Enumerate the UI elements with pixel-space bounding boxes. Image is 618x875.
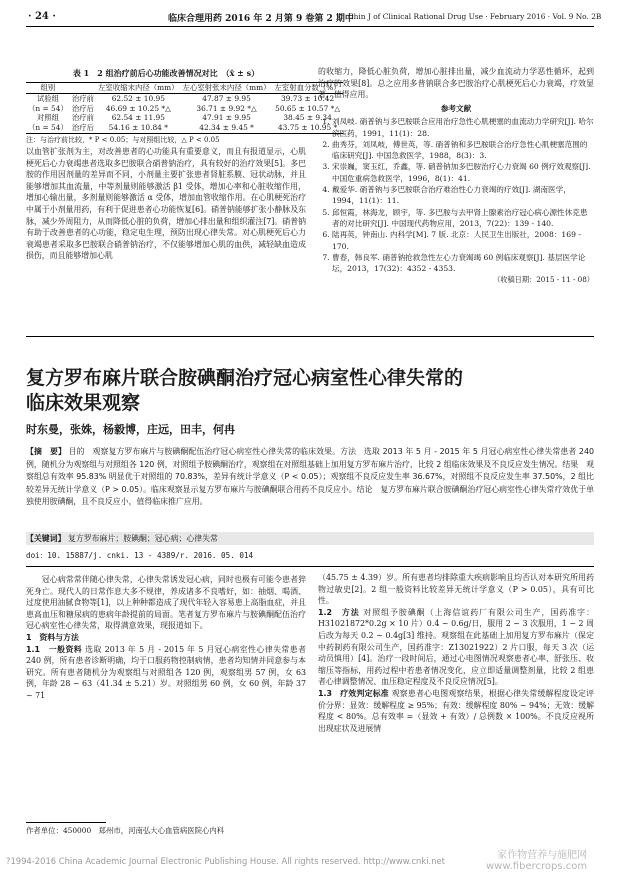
subsection-heading: 1.2 方法 (318, 607, 360, 617)
table-cell: 治疗后 (71, 123, 95, 133)
table-cell: 47.91 ± 9.95 (202, 113, 251, 123)
title-line: 临床效果观察 (26, 392, 141, 414)
table-cell: 39.73 ± 10.42 (280, 93, 335, 103)
table-cell: （n = 54） (28, 123, 68, 133)
references (318, 102, 594, 286)
table-cell: 62.52 ± 10.95 (111, 93, 165, 103)
left-top-text (26, 146, 306, 262)
journal-name-en: Chin J of Clinical Rational Drug Use · February 2016 · Vol. 9 No. 2B (348, 12, 602, 21)
table-row (26, 113, 343, 123)
body-left-column (26, 574, 306, 702)
table-header-cell: 左室射血分数（%） (274, 83, 341, 92)
cardiac-function-table (26, 82, 343, 134)
abstract-text: 目的 观察复方罗布麻片与胺碘酮配伍治疗冠心病室性心律失常的临床效果。方法 选取 2013 年 5 月 - 2015 年 5 月冠心病室性心律失常患者 240 例，随机分为观察组与对照组各 120 例，对照组予胺碘酮治疗，观察组在对照组基础上加用复方罗布麻片治疗，比较 2 组临床效果及不良反应发生情况。结果 观察组总有效率 95.83% 明显优于对照组的 70.83%，差异有统计学意义（P < 0.05）；观察组不良反应发生率 36.67%，对照组不良反应发生率 37.50%，2 组比较差异无统计学意义（P > 0.05）。临床观察显示复方罗布麻片与胺碘酮联合用药不良反应小。结论 复方罗布麻片联合胺碘酮治疗冠心病室性心律失常疗效优于单独使用胺碘酮，且不良反应小，值得临床推广应用。 (26, 447, 594, 507)
paragraph: 的收缩力，降低心脏负荷，增加心脏排出量，减少血流动力学恶性循环，起到治疗的效果[8]。总之应用多普钠联合多巴胺治疗心肌梗死后心力衰竭，疗效显著，值得应用。 (318, 67, 594, 100)
title-line: 复方罗布麻片联合胺碘酮治疗冠心病室性心律失常的 (26, 367, 464, 389)
table-cell: 治疗后 (71, 103, 95, 113)
table-note: 注：与治疗前比较，* P < 0.05；与对照组比较，△ P < 0.05 (26, 135, 220, 144)
paragraph: 观察患者心电图观察结果，根据心律失常缓解程度设定评价分界：显效：缓解程度 ≥ 95%；有效：缓解程度 80% ~ 94%；无效：缓解程度 < 80%。总有效率 =（显效 + 有效）/ 总例数 × 100%。不良反应视所出现症状及进展情 (318, 688, 594, 733)
table-cell: 54.16 ± 10.84 * (108, 123, 168, 133)
reference-item: 7. 曹春，韩良军. 硝普钠抢救急性左心力衰竭竭 60 例临床观察[J]. 基层医学论坛，2013，17(32)：4352 - 4353. (332, 252, 594, 275)
references-heading: 参考文献 (440, 104, 472, 113)
table-row (26, 123, 343, 133)
header-rule (26, 26, 594, 27)
table-header-cell (70, 83, 96, 94)
paragraph: 以血管扩张剂为主，对改善患者的心功能具有重要意义，而且有报道显示，心肌梗死后心力衰竭患者选取多巴胺联合硝普钠治疗，具有较好的治疗效果[5]。多巴胺的作用因剂量的差异而不同，小剂量主要扩张患者肾脏系膜、冠状动脉，并且能够增加其血流量，中等剂量则能够激活 β1 受体，增加心率和心脏收缩作用，增加心输出量，多剂量则能够激活 α 受体，增加血管收缩作用。在心肌梗死治疗中属于小剂量用药，有利于促进患者心功能恢复[6]。硝普钠能够扩张小静脉及东脉，减少外周阻力，从而降低心脏的负荷，增加心排出量和组织灌注[7]。硝普钠有助于改善患者的心功能，稳定电生理，预防出现心律失常。对心肌梗死后心力衰竭患者采取多巴胺联合硝普钠治疗，不仅能够增加心肌的血供，减轻缺血造成损伤，而且能够增加心肌 (26, 146, 306, 261)
abstract (26, 446, 594, 509)
received-date: （收稿日期：2015 - 11 - 08） (493, 275, 594, 285)
page-number: · 24 · (28, 11, 56, 22)
table-cell: 对照组 (36, 113, 60, 123)
subsection-heading: 1.1 一般资料 (26, 644, 83, 654)
footnote-rule (26, 822, 106, 823)
body-rule (26, 566, 594, 567)
reference-item: 5. 邱恒霞，林海龙，顾宇，等. 多巴胺与去甲肾上腺素治疗冠心病心源性休克患者的对比研究[J]. 中国现代药物应用，2013，7(22)：139 - 140. (332, 207, 594, 230)
table-header-cell: 组别 (40, 83, 56, 92)
section-heading: 1 资料与方法 (26, 632, 79, 642)
table-cell: 50.65 ± 10.57 *△ (275, 103, 341, 113)
paragraph: 冠心病常常伴随心律失常，心律失常诱发冠心病，同时也极有可能令患者猝死身亡。现代人的日常作息大多不规律，养成诸多不良嗜好，如：抽烟、喝酒、过度使用油腻食物等[1]，以上种种都造成了现代年轻入容易患上高脂血症，并且患高血压和糖尿病的患病年龄提前的局面。笔者复方罗布麻片与胺碘酮配伍治疗冠心病室性心律失常，取得满意效果，现报道如下。 (26, 575, 306, 631)
article-title (26, 366, 594, 416)
paragraph: （45.75 ± 4.39）岁。所有患者均排除重大疾病影响且均否认对本研究所用药物过敏史[2]。2 组一般资料比较差异无统计学意义（P > 0.05），具有可比性。 (318, 573, 594, 606)
table-cell: 43.75 ± 10.95 * (277, 123, 338, 133)
watermark-line: www.fibercrops.com (486, 861, 588, 872)
table-cell: 治疗前 (71, 113, 95, 123)
table-1 (26, 68, 341, 262)
paragraph: 对照组予胺碘酮（上海信谊药厂有限公司生产，国药准字：H31021872*0.2g × 10 片）0.4 ~ 0.6g/日，服用 2 ~ 3 次服用，1 ~ 2 周后改为每天 0.2 ~ 0.4g[3] 维持。观察组在此基础上加用复方罗布麻片（保定中药制药有限公司生产，国药准字：Z13021922）2 片口服，每天 3 次（运动员慎用）[4]。治疗一段时间后，通过心电图情况观察患者心率、舒张压、收缩压等指标，用药过程中若患者情况变化，应立即适量调整剂量，比较 2 组患者心律调整情况、血压稳定程度及不良反应情况[5]。 (318, 607, 594, 687)
body-right-column (318, 572, 594, 734)
reference-list (318, 116, 594, 274)
table-cell: 62.54 ± 11.95 (111, 113, 165, 123)
table-header-cell: 左心室射张末内径（mm） (182, 83, 271, 92)
article-separator (26, 336, 594, 337)
abstract-label: 【摘 要】 (26, 447, 66, 456)
reference-item: 4. 戴爱华. 硝普钠与多巴胺联合治疗难治性心力衰竭的疗效[J]. 湖南医学，1994，11(1)：11. (332, 184, 594, 207)
table-cell: （n = 54） (28, 103, 68, 113)
paragraph: 选取 2013 年 5 月 - 2015 年 5 月冠心病室性心律失常患者 240 例，所有患者诊断明确，均于口服药物控制病情，患者均知情并同意参与本研究。所有患者随机分为观察组与对照组各 120 例，观察组男 57 例，女 63 例，年龄 28 ~ 63（41.34 ± 5.21）岁。对照组男 60 例，女 60 例，年龄 37 ~ 71 (26, 644, 307, 700)
table-cell: 36.71 ± 9.92 *△ (196, 103, 257, 113)
reference-item: 6. 陆再英，钟南山. 内科学[M]. 7 版. 北京：人民卫生出版社，2008：169 - 170. (332, 229, 594, 252)
doi: doi：10. 15887/j. cnki. 13 - 4389/r. 2016. 05. 014 (26, 551, 254, 560)
reference-item: 2. 曲秀芬，刘凤岐，傅世英，等. 硝普钠和多巴胺联合治疗急性心肌梗塞范围的临床研究[J]. 中国急救医学，1988，8(3)：3. (332, 139, 594, 162)
table-cell: 46.69 ± 10.25 *△ (105, 103, 171, 113)
reference-item: 1. 刘凤岐. 硝普钠与多巴胺联合应用治疗急性心肌梗塞的血流动力学研究[J]. 哈尔滨医药，1991，11(1)：28. (332, 116, 594, 139)
table-cell: 试验组 (36, 93, 60, 103)
keywords-bar (26, 532, 594, 545)
table-row (26, 93, 343, 103)
table-row (26, 104, 343, 114)
table-cell: 治疗前 (71, 93, 95, 103)
author-affiliation: 作者单位：450000 郑州市，河南弘大心血管病医院心内科 (26, 826, 225, 835)
watermark-line: 家作物营养与施肥网 (497, 850, 588, 861)
right-top-text (318, 66, 594, 101)
table-caption: 表 1 2 组治疗前后心功能改善情况对比 （x̄ ± s） (72, 68, 260, 78)
reference-item: 3. 宋崇巍，窦玉红，乔鑫，等. 硝普钠加多巴胺治疗心力衰竭 60 例疗效观察[J]. 中国危重病急救医学，1996，8(1)：41. (332, 161, 594, 184)
table-header-cell: 左室收缩末内径（mm） (98, 83, 179, 92)
keywords-label: 【关键词】 (26, 534, 66, 543)
copyright-line: ?1994-2016 China Academic Journal Electronic Publishing House. All rights reserved. http://www.cnki.net (6, 856, 445, 866)
journal-name-cn: 临床合理用药 2016 年 2 月第 9 卷第 2 期中 (168, 14, 354, 24)
keywords-text: 复方罗布麻片；胺碘酮；冠心病；心律失常 (67, 534, 218, 543)
watermark (486, 850, 587, 872)
table-cell: 38.45 ± 9.34 (283, 113, 332, 123)
table-cell: 47.87 ± 9.95 (202, 93, 251, 103)
authors: 时东曼，张姝，杨毅博，庄远，田丰，何冉 (26, 423, 235, 436)
subsection-heading: 1.3 疗效判定标准 (318, 688, 389, 698)
table-cell: 42.34 ± 9.45 * (199, 123, 254, 133)
